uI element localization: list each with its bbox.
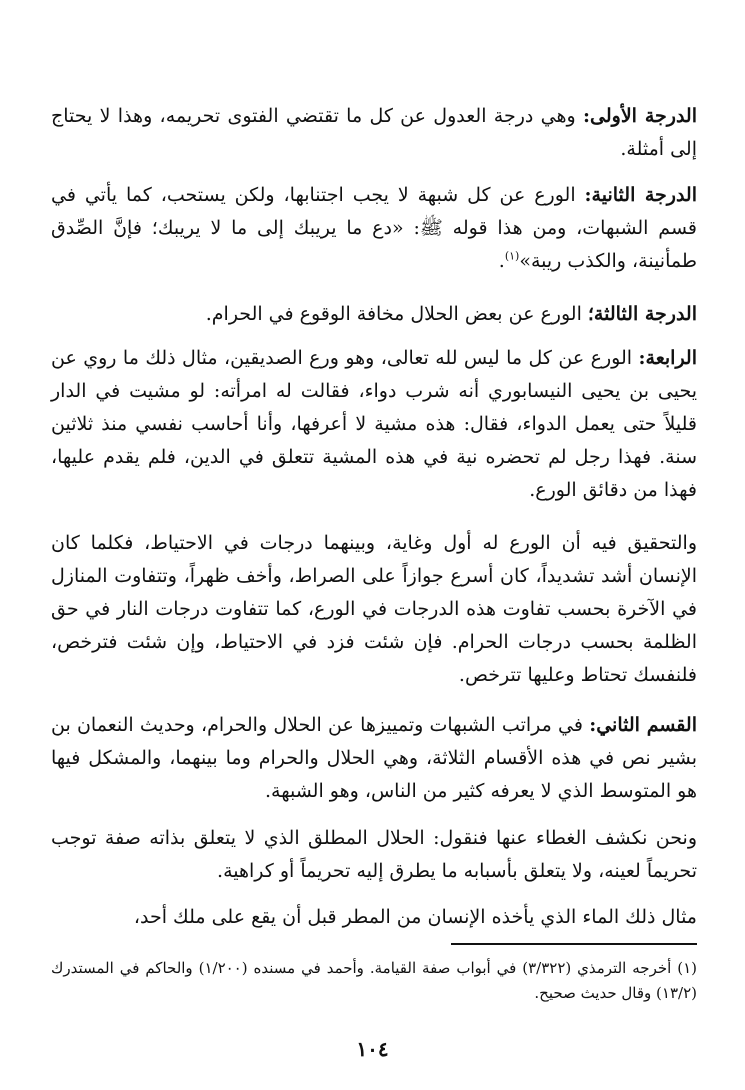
paragraph-tail: . xyxy=(498,250,505,272)
paragraph-section-two xyxy=(51,709,697,808)
paragraph-label: الدرجة الثانية: xyxy=(584,184,697,206)
paragraph-degree-one xyxy=(51,100,697,166)
paragraph-label: الدرجة الأولى: xyxy=(583,105,697,127)
paragraph-text: الورع عن كل شبهة لا يجب اجتنابها، ولكن يستحب، كما يأتي في قسم الشبهات، ومن هذا قوله ﷺ: «دع ما يريبك إلى ما لا يريبك؛ فإنَّ الصِّدق طمأنينة، والكذب ريبة» xyxy=(51,184,697,272)
paragraph-text: والتحقيق فيه أن الورع له أول وغاية، وبينهما درجات في الاحتياط، فكلما كان الإنسان أشد تشديداً، كان أسرع جوازاً على الصراط، وأخف ظهراً، وتتفاوت المنازل في الآخرة بحسب تفاوت هذه الدرجات في الورع، كما تتفاوت درجات النار في حق الظلمة بحسب درجات الحرام. فإن شئت فزد في الاحتياط، وإن شئت فترخص، فلنفسك تحتاط وعليها تترخص. xyxy=(51,532,697,686)
footnote-divider xyxy=(451,943,697,945)
paragraph-pure-halal xyxy=(51,822,697,888)
paragraph-verification xyxy=(51,527,697,692)
paragraph-text: الورع عن كل ما ليس لله تعالى، وهو ورع الصديقين، مثال ذلك ما روي عن يحيى بن يحيى النيسابوري أنه شرب دواء، فقالت له امرأته: لو مشيت في الدار قليلاً حتى يعمل الدواء، فقال: هذه مشية لا أعرفها، وأنا أحاسب نفسي منذ ثلاثين سنة. فهذا رجل لم تحضره نية في هذه المشية تتعلق في الدين، فلم يقدم عليها، فهذا من دقائق الورع. xyxy=(51,347,697,501)
paragraph-text: ونحن نكشف الغطاء عنها فنقول: الحلال المطلق الذي لا يتعلق بذاته صفة توجب تحريماً لعينه، ولا يتعلق بأسبابه ما يطرق إليه تحريماً أو كراهية. xyxy=(51,827,697,882)
paragraph-text: وهي درجة العدول عن كل ما تقتضي الفتوى تحريمه، وهذا لا يحتاج إلى أمثلة. xyxy=(51,105,697,160)
paragraph-text: الورع عن بعض الحلال مخافة الوقوع في الحرام. xyxy=(205,303,588,325)
paragraph-label: الدرجة الثالثة؛ xyxy=(587,303,697,325)
paragraph-example xyxy=(51,901,697,934)
footnote: (١) أخرجه الترمذي (٣/٣٢٢) في أبواب صفة القيامة. وأحمد في مسنده (١/٢٠٠) والحاكم في المستدرك (١٣/٢) وقال حديث صحيح. xyxy=(51,959,697,1002)
footnote-reference: (١) xyxy=(504,249,520,263)
paragraph-degree-two xyxy=(51,179,697,278)
paragraph-label: الرابعة: xyxy=(638,347,697,369)
paragraph-text: مثال ذلك الماء الذي يأخذه الإنسان من المطر قبل أن يقع على ملك أحد، xyxy=(133,906,697,928)
paragraph-degree-three xyxy=(51,298,697,331)
page-number: ١٠٤ xyxy=(356,1037,389,1061)
paragraph-text: في مراتب الشبهات وتمييزها عن الحلال والحرام، وحديث النعمان بن بشير نص في هذه الأقسام الثلاثة، وهي الحلال والحرام وما بينهما، والمشكل فيها هو المتوسط الذي لا يعرفه كثير من الناس، وهو الشبهة. xyxy=(51,714,697,802)
paragraph-degree-four xyxy=(51,342,697,507)
paragraph-label: القسم الثاني: xyxy=(589,714,697,736)
